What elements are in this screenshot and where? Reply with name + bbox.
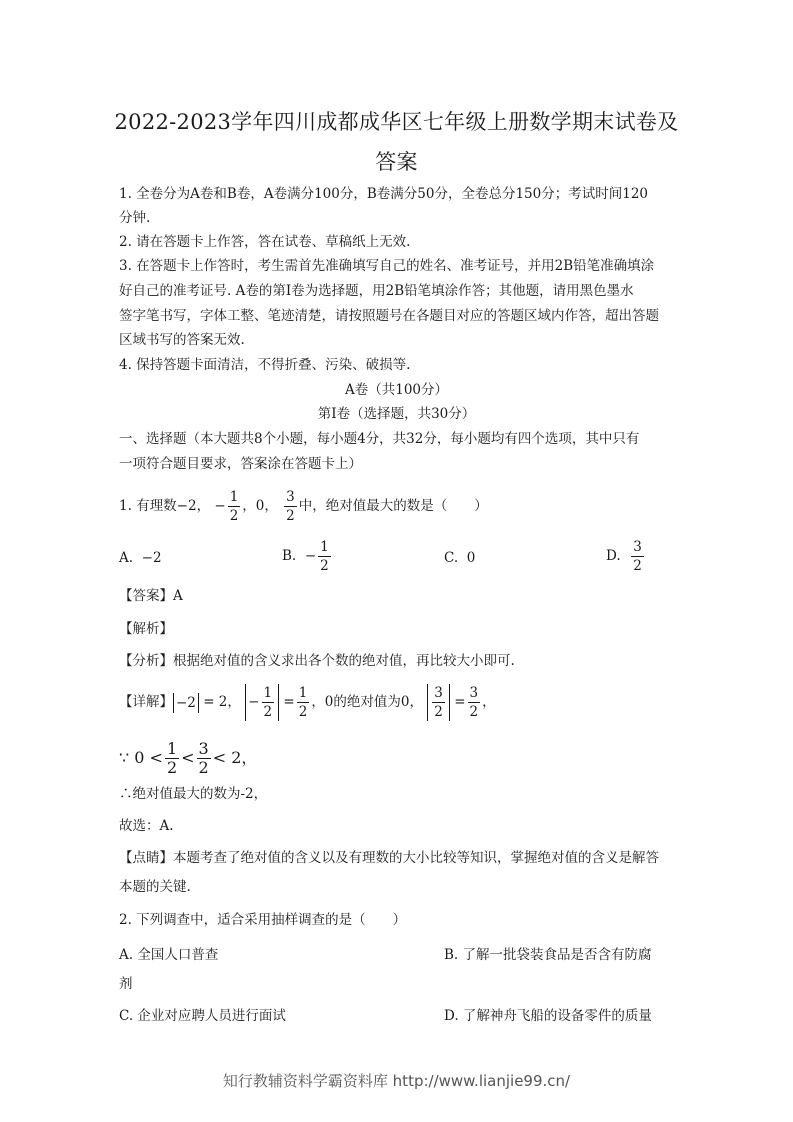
because-pre: ∵ 0 < [119, 748, 163, 767]
option-neg: − [304, 548, 317, 564]
frac-num: 3 [434, 685, 443, 701]
frac-num: 1 [298, 685, 308, 701]
option-label: C. [444, 550, 459, 566]
neg-sign: − [248, 694, 260, 710]
q1-fraction-three-halves [284, 488, 297, 525]
q2-option-d: D. 了解神舟飞船的设备零件的质量 [444, 1008, 652, 1024]
mc-intro-line: 一项符合题目要求，答案涂在答题卡上） [119, 456, 362, 472]
page-title-line2: 答案 [375, 150, 418, 174]
frac-den: 2 [320, 558, 329, 574]
instruction-line: 2. 请在答题卡上作答，答在试卷、草稿纸上无效. [119, 234, 411, 250]
frac-den: 2 [198, 758, 209, 777]
frac-num: 3 [469, 685, 479, 701]
detail-eq1: = 2， [203, 694, 241, 710]
equals: = [283, 694, 295, 710]
because-fraction [165, 740, 179, 777]
q1-analysis: 【分析】根据绝对值的含义求出各个数的绝对值，再比较大小即可. [119, 653, 515, 669]
q1-choose: 故选：A. [119, 818, 174, 834]
q1-option-b [282, 538, 333, 575]
detail-mid: ，0的绝对值为0， [311, 694, 423, 710]
frac-num: 1 [229, 489, 239, 505]
q2-option-a: A. 全国人口普查 [119, 947, 219, 963]
q2-option-b: B. 了解一批袋装食品是否含有防腐 [444, 947, 652, 963]
instruction-line: 3. 在答题卡上作答时，考生需首先准确填写自己的姓名、准考证号，并用2B铅笔准确填涂 [119, 258, 655, 274]
instruction-line: 区域书写的答案无效. [119, 332, 245, 348]
detail-heading: 【详解】 [119, 694, 173, 710]
q1-comment-line: 【点睛】本题考查了绝对值的含义以及有理数的大小比较等知识，掌握绝对值的含义是解答 [119, 850, 659, 866]
frac-den: 2 [633, 558, 642, 574]
q2-option-b-continued: 剂 [119, 976, 133, 992]
detail-fraction [468, 684, 481, 721]
frac-den: 2 [298, 704, 308, 720]
option-label: A. [119, 550, 134, 566]
q1-number-neg2: −2 [176, 498, 197, 514]
q1-because [119, 740, 257, 777]
page-footer-watermark: 知行教辅资料学霸资料库 http://www.lianjie99.cn/ [222, 1072, 571, 1090]
frac-num: 1 [166, 739, 178, 758]
instruction-line: 分钟. [119, 210, 151, 226]
q1-prefix: 1. 有理数 [119, 498, 177, 514]
instruction-line: 好自己的准考证号. A卷的第Ⅰ卷为选择题，用2B铅笔填涂作答；其他题，请用黑色墨水 [119, 283, 634, 299]
option-value: 0 [466, 550, 476, 566]
q1-stem [119, 488, 488, 525]
because-fraction [197, 740, 211, 777]
abs-neg2: −2 [173, 693, 199, 713]
q1-suffix: 中，绝对值最大的数是（ ） [298, 498, 488, 514]
frac-num: 3 [198, 739, 209, 758]
frac-den: 2 [286, 508, 295, 524]
frac-num: 1 [263, 685, 273, 701]
option-label: B. [282, 548, 297, 564]
detail-fraction [262, 684, 275, 721]
option-value: −2 [141, 550, 162, 566]
q1-sep2: ，0， [242, 498, 278, 514]
q1-detail [119, 684, 496, 721]
instruction-line: 1. 全卷分为A卷和B卷，A卷满分100分，B卷满分50分，全卷总分150分；考试时间120 [119, 186, 648, 202]
detail-fraction [297, 684, 310, 721]
detail-fraction [432, 684, 445, 721]
frac-den: 2 [434, 704, 443, 720]
q1-therefore: ∴绝对值最大的数为-2， [119, 786, 268, 802]
frac-num: 3 [286, 489, 295, 505]
section-a-heading: A卷（共100分） [344, 382, 449, 398]
option-label: D. [606, 548, 621, 564]
equals: = [454, 694, 466, 710]
frac-den: 2 [229, 508, 239, 524]
q1-analysis-heading: 【解析】 [119, 621, 173, 637]
q2-stem: 2. 下列调查中，适合采用抽样调查的是（ ） [119, 912, 407, 928]
frac-den: 2 [469, 704, 479, 720]
frac-den: 2 [263, 704, 273, 720]
q1-option-d [606, 538, 646, 575]
option-fraction [318, 538, 331, 575]
q1-sep: ， [196, 498, 211, 514]
q1-fraction-half [228, 488, 241, 525]
q1-comment-line: 本题的关键. [119, 879, 191, 895]
q1-answer: 【答案】A [119, 588, 183, 604]
page-title-line1: 2022-2023学年四川成都成华区七年级上册数学期末试卷及 [114, 110, 679, 134]
q1-option-a [119, 550, 162, 566]
frac-num: 1 [320, 539, 329, 555]
part1-heading: 第Ⅰ卷（选择题，共30分） [317, 406, 476, 422]
q2-option-c: C. 企业对应聘人员进行面试 [119, 1008, 286, 1024]
q1-option-c [444, 550, 475, 566]
q1-neg-sign: − [214, 498, 226, 514]
mc-intro-line: 一、选择题（本大题共8个小题，每小题4分，共32分，每小题均有四个选项，其中只有 [119, 431, 640, 447]
less-than: < [181, 748, 195, 767]
frac-num: 3 [633, 539, 642, 555]
frac-den: 2 [166, 758, 178, 777]
abs-neg-half [245, 684, 279, 721]
option-fraction [631, 538, 644, 575]
instruction-line: 签字笔书写，字体工整、笔迹清楚，请按照题号在各题目对应的答题区域内作答，超出答题 [119, 308, 659, 324]
instruction-line: 4. 保持答题卡面清洁，不得折叠、污染、破损等. [119, 357, 411, 373]
because-post: < 2， [212, 748, 258, 767]
detail-end: ， [482, 694, 496, 710]
abs-three-halves [427, 684, 450, 721]
